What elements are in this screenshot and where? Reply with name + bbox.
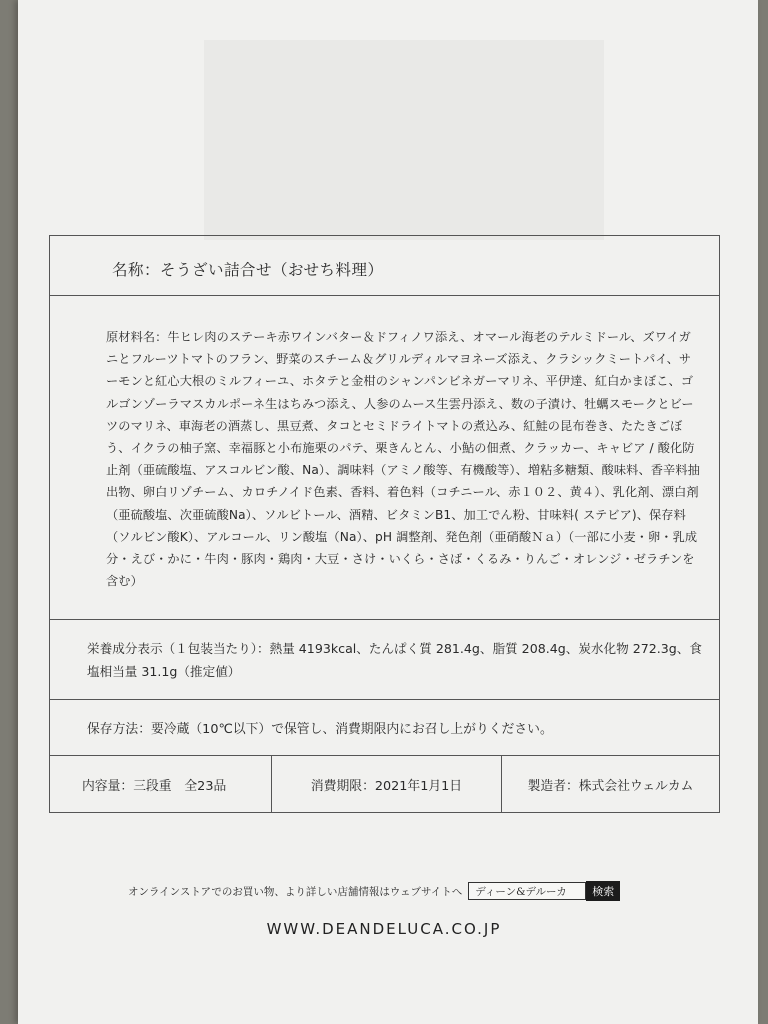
- food-label-table: [49, 235, 720, 813]
- storage-text: 保存方法：要冷蔵（10℃以下）で保管し、消費期限内にお召し上がりください。: [87, 722, 553, 737]
- expiry-cell: 消費期限：2021年1月1日: [272, 756, 502, 812]
- show-through-print: [204, 40, 604, 240]
- info-row: [50, 756, 719, 812]
- search-term: ディーン&デルーカ: [475, 885, 567, 898]
- nutrition-text: 栄養成分表示（１包装当たり）：熱量 4193kcal、たんぱく質 281.4g、脂質 208.4g、炭水化物 272.3g、食塩相当量 31.1g（推定値）: [87, 641, 702, 679]
- maker-cell: 製造者：株式会社ウェルカム: [527, 778, 694, 794]
- product-name: 名称：そうざい詰合せ（おせち料理）: [112, 261, 384, 279]
- product-name-row: [50, 236, 719, 296]
- website-url: WWW.DEANDELUCA.CO.JP: [266, 920, 502, 938]
- storage-row: [50, 700, 719, 756]
- search-term-box: [468, 882, 586, 900]
- website-note: [128, 881, 620, 901]
- ingredients-text: 原材料名：牛ヒレ肉のステーキ赤ワインバター＆ドフィノワ添え、オマール海老のテルミドール、ズワイガニとフルーツトマトのフラン、野菜のスチーム＆グリルディルマヨネーズ添え、クラシックミートパイ、サーモンと紅心大根のミルフィーユ、ホタテと金柑のシャンパンビネガーマリネ、平伊達、紅白かまぼこ、ゴルゴンゾーラマスカルポーネ生はちみつ添え、人参のムース生雲丹添え、数の子漬け、牡蠣スモークとビーツのマリネ、車海老の酒蒸し、黒豆煮、タコとセミドライトマトの煮込み、紅鮭の昆布巻き、たたきごぼう、イクラの柚子窯、幸福豚と小布施栗のパテ、栗きんとん、小鮎の佃煮、クラッカー、キャビア / 酸化防止剤（亜硫酸塩、アスコルビン酸、Na）、調味料（アミノ酸等、有機酸等）、増粘多糖類、酸味料、香辛料抽出物、卵白リゾチーム、カロチノイド色素、香料、着色料（コチニール、赤１０２、黄４）、乳化剤、漂白剤（亜硫酸塩、次亜硫酸Na）、ソルビトール、酒精、ビタミンB1、加工でん粉、甘味料( ステビア)、保存料（ソルビン酸K）、アルコール、リン酸塩（Na）、pH 調整剤、発色剤（亜硝酸Ｎａ）（一部に小麦・卵・乳成分・えび・かに・牛肉・豚肉・鶏肉・大豆・さけ・いくら・さば・くるみ・りんご・オレンジ・ゼラチンを含む）: [106, 330, 700, 589]
- nutrition-row: [50, 620, 719, 700]
- contents-cell: 内容量：三段重 全23品: [50, 756, 272, 812]
- website-note-text: オンラインストアでのお買い物、より詳しい店舗情報はウェブサイトへ: [128, 885, 463, 898]
- ingredients-row: [50, 296, 719, 620]
- search-button-label: 検索: [586, 881, 620, 901]
